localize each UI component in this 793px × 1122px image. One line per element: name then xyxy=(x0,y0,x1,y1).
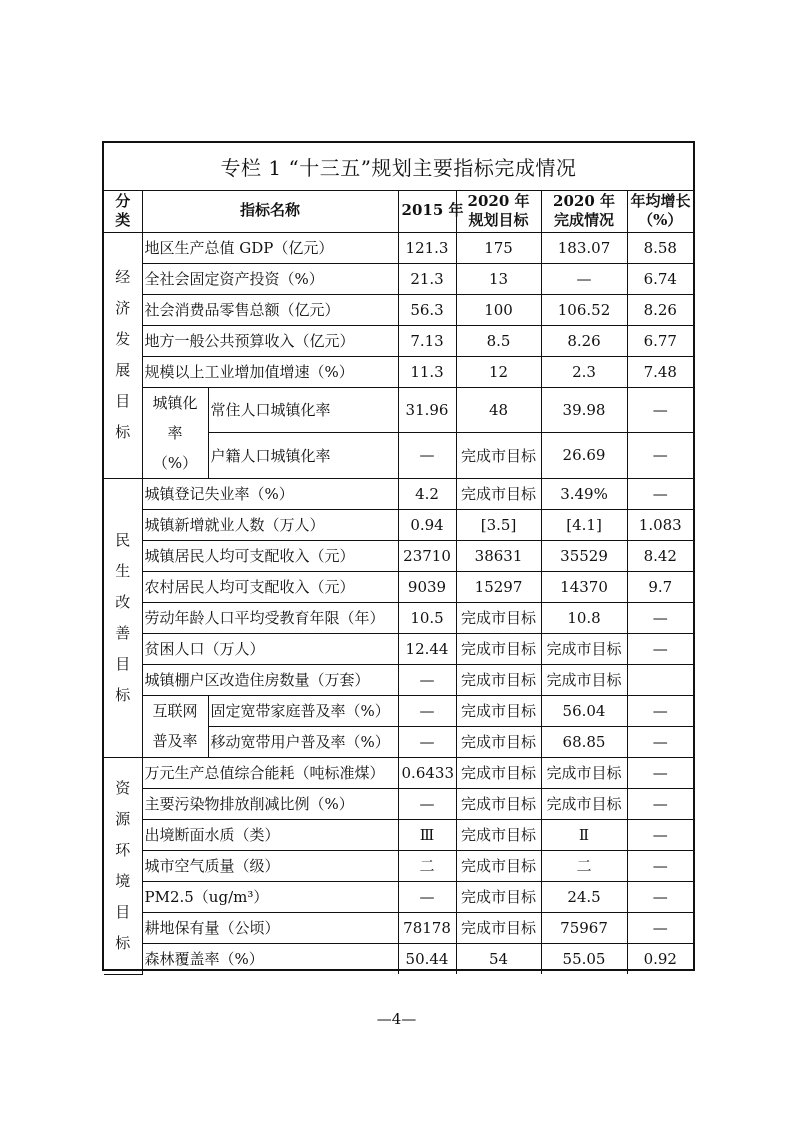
value-growth: — xyxy=(627,602,693,633)
value-actual: — xyxy=(541,263,627,294)
table-row xyxy=(104,788,693,819)
indicator-name: 耕地保有量（公顷） xyxy=(142,912,398,943)
indicator-name: 常住人口城镇化率 xyxy=(208,387,398,433)
value-actual: 完成市目标 xyxy=(541,664,627,695)
value-actual: 2.3 xyxy=(541,356,627,387)
value-actual: 39.98 xyxy=(541,387,627,433)
value-actual: [4.1] xyxy=(541,509,627,540)
value-target: 完成市目标 xyxy=(456,757,541,788)
value-actual: 106.52 xyxy=(541,294,627,325)
indicator-name: 城镇登记失业率（%） xyxy=(142,478,398,509)
value-growth: — xyxy=(627,387,693,433)
value-target: 54 xyxy=(456,943,541,974)
value-growth: 1.083 xyxy=(627,509,693,540)
value-2015: 50.44 xyxy=(398,943,456,974)
value-target: [3.5] xyxy=(456,509,541,540)
value-growth: — xyxy=(627,433,693,479)
value-target: 完成市目标 xyxy=(456,478,541,509)
value-target: 12 xyxy=(456,356,541,387)
value-2015: 4.2 xyxy=(398,478,456,509)
value-2015: — xyxy=(398,664,456,695)
value-2015: 9039 xyxy=(398,571,456,602)
indicator-name: 固定宽带家庭普及率（%） xyxy=(208,695,398,726)
value-growth: 8.42 xyxy=(627,540,693,571)
header-2015: 2015 年 xyxy=(398,190,456,232)
table-row xyxy=(104,757,693,788)
value-actual: 56.04 xyxy=(541,695,627,726)
value-growth: 8.58 xyxy=(627,232,693,263)
value-2015: 12.44 xyxy=(398,633,456,664)
value-target: 完成市目标 xyxy=(456,881,541,912)
table-row xyxy=(104,478,693,509)
value-growth: — xyxy=(627,819,693,850)
value-actual: 完成市目标 xyxy=(541,788,627,819)
header-indicator: 指标名称 xyxy=(142,190,398,232)
value-2015: 7.13 xyxy=(398,325,456,356)
indicator-name: 全社会固定资产投资（%） xyxy=(142,263,398,294)
table-row xyxy=(104,881,693,912)
value-target: 48 xyxy=(456,387,541,433)
table-row xyxy=(104,294,693,325)
category-livelihood: 民 生 改 善 目 标 xyxy=(104,478,142,757)
table-row xyxy=(104,943,693,974)
value-actual: 完成市目标 xyxy=(541,757,627,788)
value-growth: 7.48 xyxy=(627,356,693,387)
indicator-name: 户籍人口城镇化率 xyxy=(208,433,398,479)
header-category: 分 类 xyxy=(104,190,142,232)
value-actual: 35529 xyxy=(541,540,627,571)
value-growth: — xyxy=(627,633,693,664)
indicator-name: 劳动年龄人口平均受教育年限（年） xyxy=(142,602,398,633)
category-econ: 经 济 发 展 目 标 xyxy=(104,232,142,478)
header-2020-target: 2020 年 规划目标 xyxy=(456,190,541,232)
value-actual: 14370 xyxy=(541,571,627,602)
indicator-name: 贫困人口（万人） xyxy=(142,633,398,664)
value-growth: 6.74 xyxy=(627,263,693,294)
value-growth: — xyxy=(627,478,693,509)
header-2020-actual: 2020 年 完成情况 xyxy=(541,190,627,232)
value-2015: 二 xyxy=(398,850,456,881)
indicator-name: 万元生产总值综合能耗（吨标准煤） xyxy=(142,757,398,788)
table-row xyxy=(104,819,693,850)
value-target: 完成市目标 xyxy=(456,433,541,479)
value-target: 完成市目标 xyxy=(456,819,541,850)
indicator-table xyxy=(104,190,693,975)
value-actual: 75967 xyxy=(541,912,627,943)
value-target: 完成市目标 xyxy=(456,695,541,726)
value-growth: — xyxy=(627,850,693,881)
value-actual: Ⅱ xyxy=(541,819,627,850)
table-row xyxy=(104,602,693,633)
value-actual: 24.5 xyxy=(541,881,627,912)
table-row xyxy=(104,356,693,387)
value-2015: 56.3 xyxy=(398,294,456,325)
table-row xyxy=(104,850,693,881)
value-target: 完成市目标 xyxy=(456,664,541,695)
value-actual: 二 xyxy=(541,850,627,881)
value-growth: — xyxy=(627,757,693,788)
value-2015: 11.3 xyxy=(398,356,456,387)
value-target: 完成市目标 xyxy=(456,602,541,633)
indicator-name: 城镇新增就业人数（万人） xyxy=(142,509,398,540)
value-actual: 3.49% xyxy=(541,478,627,509)
indicator-name: 农村居民人均可支配收入（元） xyxy=(142,571,398,602)
value-target: 完成市目标 xyxy=(456,850,541,881)
value-actual: 26.69 xyxy=(541,433,627,479)
page-number: —4— xyxy=(376,1010,417,1028)
value-2015: — xyxy=(398,881,456,912)
table-row xyxy=(104,540,693,571)
value-target: 8.5 xyxy=(456,325,541,356)
value-target: 完成市目标 xyxy=(456,726,541,757)
category-environment: 资 源 环 境 目 标 xyxy=(104,757,142,974)
indicator-name: 出境断面水质（类） xyxy=(142,819,398,850)
value-target: 38631 xyxy=(456,540,541,571)
value-growth: 0.92 xyxy=(627,943,693,974)
value-2015: 78178 xyxy=(398,912,456,943)
value-2015: 10.5 xyxy=(398,602,456,633)
value-2015: 23710 xyxy=(398,540,456,571)
table-row xyxy=(104,664,693,695)
value-target: 完成市目标 xyxy=(456,912,541,943)
subgroup-urbanization: 城镇化率 （%） xyxy=(142,387,208,478)
table-row xyxy=(104,263,693,294)
value-growth: 8.26 xyxy=(627,294,693,325)
table-title: 专栏 1 “十三五”规划主要指标完成情况 xyxy=(104,143,693,191)
header-growth: 年均增长 （%） xyxy=(627,190,693,232)
value-2015: 31.96 xyxy=(398,387,456,433)
value-2015: — xyxy=(398,726,456,757)
indicator-name: PM2.5（ug/m³） xyxy=(142,881,398,912)
indicator-name: 地方一般公共预算收入（亿元） xyxy=(142,325,398,356)
table-row xyxy=(104,387,693,433)
value-actual: 55.05 xyxy=(541,943,627,974)
value-growth: — xyxy=(627,912,693,943)
value-actual: 完成市目标 xyxy=(541,633,627,664)
value-2015: — xyxy=(398,695,456,726)
indicator-table-box xyxy=(102,141,695,971)
value-growth xyxy=(627,664,693,695)
value-target: 175 xyxy=(456,232,541,263)
value-growth: — xyxy=(627,788,693,819)
value-2015: 121.3 xyxy=(398,232,456,263)
table-row xyxy=(104,695,693,726)
value-target: 完成市目标 xyxy=(456,633,541,664)
value-actual: 8.26 xyxy=(541,325,627,356)
value-growth: — xyxy=(627,726,693,757)
subgroup-internet: 互联网 普及率 xyxy=(142,695,208,757)
value-2015: 0.94 xyxy=(398,509,456,540)
indicator-name: 移动宽带用户普及率（%） xyxy=(208,726,398,757)
table-row xyxy=(104,232,693,263)
indicator-name: 城市空气质量（级） xyxy=(142,850,398,881)
value-target: 13 xyxy=(456,263,541,294)
header-row xyxy=(104,190,693,232)
value-growth: 6.77 xyxy=(627,325,693,356)
indicator-name: 主要污染物排放削减比例（%） xyxy=(142,788,398,819)
value-growth: 9.7 xyxy=(627,571,693,602)
value-2015: 21.3 xyxy=(398,263,456,294)
table-row xyxy=(104,325,693,356)
table-row xyxy=(104,633,693,664)
value-target: 完成市目标 xyxy=(456,788,541,819)
value-target: 100 xyxy=(456,294,541,325)
value-2015: — xyxy=(398,433,456,479)
indicator-name: 森林覆盖率（%） xyxy=(142,943,398,974)
value-2015: Ⅲ xyxy=(398,819,456,850)
indicator-name: 规模以上工业增加值增速（%） xyxy=(142,356,398,387)
indicator-name: 城镇棚户区改造住房数量（万套） xyxy=(142,664,398,695)
value-actual: 183.07 xyxy=(541,232,627,263)
table-row xyxy=(104,571,693,602)
value-growth: — xyxy=(627,695,693,726)
indicator-name: 社会消费品零售总额（亿元） xyxy=(142,294,398,325)
value-2015: 0.6433 xyxy=(398,757,456,788)
table-row xyxy=(104,509,693,540)
value-actual: 68.85 xyxy=(541,726,627,757)
value-target: 15297 xyxy=(456,571,541,602)
indicator-name: 地区生产总值 GDP（亿元） xyxy=(142,232,398,263)
table-row xyxy=(104,912,693,943)
value-actual: 10.8 xyxy=(541,602,627,633)
indicator-name: 城镇居民人均可支配收入（元） xyxy=(142,540,398,571)
value-growth: — xyxy=(627,881,693,912)
value-2015: — xyxy=(398,788,456,819)
